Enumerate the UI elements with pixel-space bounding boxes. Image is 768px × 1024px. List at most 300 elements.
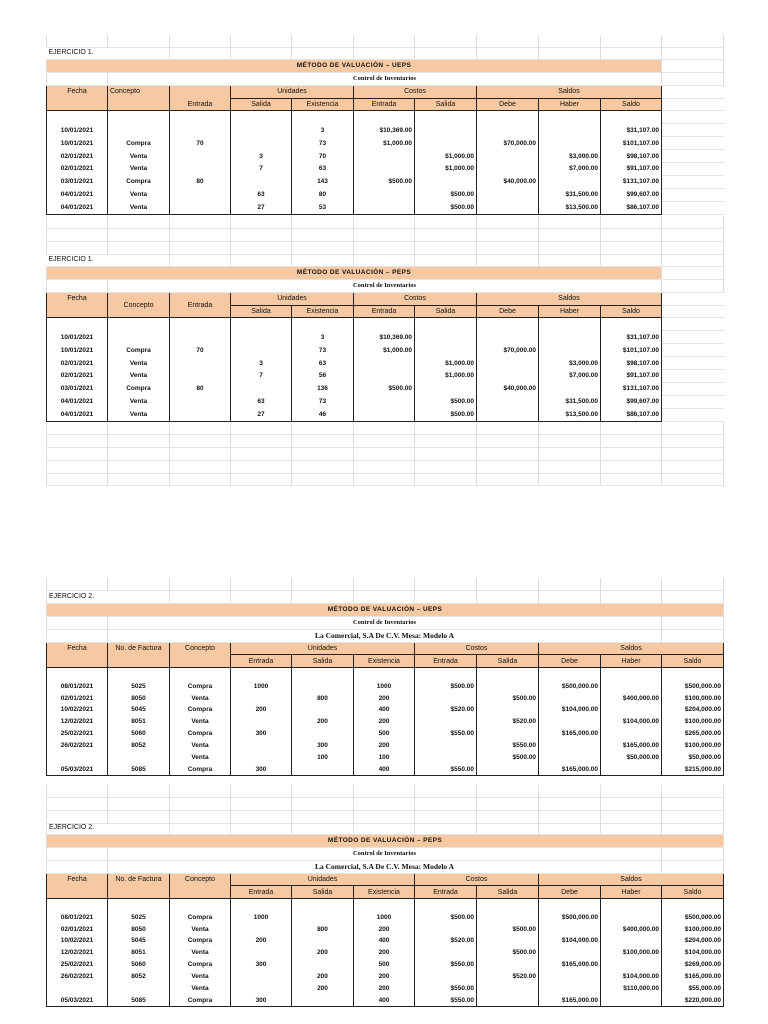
- cell-concepto[interactable]: Compra: [108, 137, 170, 150]
- cell-debe[interactable]: [539, 947, 601, 959]
- cell[interactable]: [662, 318, 724, 331]
- cell[interactable]: [354, 473, 415, 486]
- cell[interactable]: [108, 228, 170, 241]
- cell[interactable]: [415, 47, 477, 59]
- cell[interactable]: [662, 473, 724, 486]
- cell-fecha[interactable]: 02/01/2021: [47, 923, 108, 935]
- cell-salida[interactable]: 3: [231, 150, 292, 163]
- cell-concepto[interactable]: Compra: [108, 382, 170, 395]
- cell[interactable]: [415, 254, 477, 266]
- cell-factura[interactable]: 5060: [108, 728, 170, 740]
- cell[interactable]: [415, 460, 477, 473]
- cell-concepto[interactable]: Compra: [108, 344, 170, 357]
- cell-haber[interactable]: $110,000.00: [601, 983, 662, 995]
- cell-haber[interactable]: $7,000.00: [539, 370, 601, 383]
- cell[interactable]: [662, 150, 724, 163]
- cell-haber[interactable]: [601, 704, 662, 716]
- cell[interactable]: [662, 163, 724, 176]
- cell[interactable]: [539, 578, 601, 590]
- cell-saldo[interactable]: $91,107.00: [601, 163, 662, 176]
- cell-salida[interactable]: 27: [231, 408, 292, 421]
- cell-saldo[interactable]: $101,107.00: [601, 344, 662, 357]
- cell-entrada[interactable]: [170, 331, 231, 344]
- cell[interactable]: [170, 228, 231, 241]
- cell[interactable]: [601, 318, 662, 331]
- cell-entrada[interactable]: [170, 188, 231, 201]
- cell[interactable]: [539, 785, 601, 797]
- cell-fecha[interactable]: 12/02/2021: [47, 947, 108, 959]
- cell[interactable]: [170, 216, 231, 228]
- cell-saldo[interactable]: $86,107.00: [601, 408, 662, 421]
- cell[interactable]: [108, 434, 170, 447]
- cell[interactable]: [231, 591, 292, 603]
- cell-factura[interactable]: 8050: [108, 923, 170, 935]
- cell[interactable]: [354, 241, 415, 254]
- cell-existencia[interactable]: 400: [354, 935, 415, 947]
- cell-salida[interactable]: [292, 959, 354, 971]
- cell[interactable]: [170, 47, 231, 59]
- cell[interactable]: [539, 591, 601, 603]
- cell-concepto[interactable]: Venta: [170, 740, 231, 752]
- cell[interactable]: [662, 668, 724, 680]
- cell-existencia[interactable]: 73: [292, 344, 354, 357]
- cell-salida[interactable]: [292, 728, 354, 740]
- cell-c_entrada[interactable]: [354, 395, 415, 408]
- cell[interactable]: [354, 47, 415, 59]
- cell[interactable]: [292, 111, 354, 124]
- cell[interactable]: [292, 434, 354, 447]
- cell[interactable]: [601, 668, 662, 680]
- cell-c_salida[interactable]: [477, 983, 539, 995]
- cell-haber[interactable]: [601, 911, 662, 923]
- cell[interactable]: [601, 422, 662, 434]
- cell-factura[interactable]: [108, 983, 170, 995]
- cell-saldo[interactable]: $131,107.00: [601, 175, 662, 188]
- cell[interactable]: [662, 137, 724, 150]
- cell-debe[interactable]: [539, 983, 601, 995]
- cell-debe[interactable]: [477, 188, 539, 201]
- cell[interactable]: [662, 460, 724, 473]
- cell-concepto[interactable]: Venta: [170, 716, 231, 728]
- cell[interactable]: [539, 473, 601, 486]
- cell-c_entrada[interactable]: [354, 201, 415, 214]
- cell[interactable]: [47, 228, 108, 241]
- cell[interactable]: [662, 98, 724, 111]
- cell[interactable]: [170, 797, 231, 810]
- cell-fecha[interactable]: 04/01/2021: [47, 188, 108, 201]
- cell[interactable]: [354, 460, 415, 473]
- cell-c_entrada[interactable]: $550.00: [415, 994, 477, 1006]
- cell-salida[interactable]: 7: [231, 370, 292, 383]
- cell-c_salida[interactable]: [477, 911, 539, 923]
- cell[interactable]: [662, 201, 724, 214]
- cell[interactable]: [539, 254, 601, 266]
- cell-concepto[interactable]: Venta: [108, 408, 170, 421]
- cell-concepto[interactable]: Compra: [170, 763, 231, 775]
- cell[interactable]: [292, 460, 354, 473]
- cell-saldo[interactable]: $99,607.00: [601, 395, 662, 408]
- cell[interactable]: [292, 785, 354, 797]
- cell-haber[interactable]: [601, 728, 662, 740]
- cell[interactable]: [662, 616, 724, 629]
- cell[interactable]: [170, 422, 231, 434]
- cell-concepto[interactable]: Venta: [170, 692, 231, 704]
- cell-c_salida[interactable]: [477, 959, 539, 971]
- cell-c_entrada[interactable]: $1,000.00: [354, 137, 415, 150]
- cell-c_entrada[interactable]: [415, 740, 477, 752]
- cell-existencia[interactable]: 63: [292, 163, 354, 176]
- cell-haber[interactable]: [601, 763, 662, 775]
- cell-entrada[interactable]: 200: [231, 935, 292, 947]
- cell[interactable]: [601, 228, 662, 241]
- cell[interactable]: [292, 578, 354, 590]
- cell-salida[interactable]: 200: [292, 971, 354, 983]
- cell-factura[interactable]: 5085: [108, 763, 170, 775]
- cell-haber[interactable]: [539, 175, 601, 188]
- cell[interactable]: [601, 785, 662, 797]
- cell-existencia[interactable]: 200: [354, 923, 415, 935]
- cell-c_salida[interactable]: [415, 137, 477, 150]
- cell-concepto[interactable]: Venta: [170, 923, 231, 935]
- cell-saldo[interactable]: $100,000.00: [662, 716, 724, 728]
- cell-salida[interactable]: [292, 763, 354, 775]
- cell[interactable]: [415, 111, 477, 124]
- cell-salida[interactable]: [231, 175, 292, 188]
- cell-saldo[interactable]: $500,000.00: [662, 680, 724, 692]
- cell[interactable]: [601, 899, 662, 911]
- cell-saldo[interactable]: $31,107.00: [601, 331, 662, 344]
- cell-concepto[interactable]: Venta: [108, 357, 170, 370]
- cell[interactable]: [47, 473, 108, 486]
- cell-saldo[interactable]: $215,000.00: [662, 763, 724, 775]
- cell-salida[interactable]: 63: [231, 395, 292, 408]
- cell-fecha[interactable]: 10/01/2021: [47, 137, 108, 150]
- cell[interactable]: [662, 111, 724, 124]
- cell-salida[interactable]: 800: [292, 923, 354, 935]
- cell[interactable]: [354, 578, 415, 590]
- cell-c_salida[interactable]: [477, 728, 539, 740]
- cell-saldo[interactable]: $86,107.00: [601, 201, 662, 214]
- cell[interactable]: [662, 408, 724, 421]
- cell-existencia[interactable]: 500: [354, 959, 415, 971]
- cell-concepto[interactable]: Compra: [170, 728, 231, 740]
- cell-debe[interactable]: $165,000.00: [539, 763, 601, 775]
- cell-entrada[interactable]: 200: [231, 704, 292, 716]
- cell[interactable]: [477, 591, 539, 603]
- cell-debe[interactable]: [477, 124, 539, 137]
- cell[interactable]: [662, 331, 724, 344]
- cell[interactable]: [170, 447, 231, 460]
- cell-fecha[interactable]: 25/02/2021: [47, 728, 108, 740]
- cell-debe[interactable]: [539, 740, 601, 752]
- cell[interactable]: [477, 422, 539, 434]
- cell-debe[interactable]: [539, 716, 601, 728]
- cell[interactable]: [662, 344, 724, 357]
- cell[interactable]: [231, 578, 292, 590]
- cell-haber[interactable]: $104,000.00: [601, 971, 662, 983]
- cell[interactable]: [662, 357, 724, 370]
- cell-entrada[interactable]: 80: [170, 382, 231, 395]
- cell[interactable]: [415, 473, 477, 486]
- cell-c_entrada[interactable]: [415, 716, 477, 728]
- cell-fecha[interactable]: 26/02/2021: [47, 740, 108, 752]
- cell-existencia[interactable]: 53: [292, 201, 354, 214]
- cell-existencia[interactable]: 200: [354, 947, 415, 959]
- cell[interactable]: [292, 228, 354, 241]
- cell-entrada[interactable]: 1000: [231, 911, 292, 923]
- cell-saldo[interactable]: $131,107.00: [601, 382, 662, 395]
- cell-salida[interactable]: [292, 935, 354, 947]
- cell-concepto[interactable]: Venta: [108, 395, 170, 408]
- cell[interactable]: [108, 578, 170, 590]
- cell[interactable]: [47, 460, 108, 473]
- cell-existencia[interactable]: 63: [292, 357, 354, 370]
- cell[interactable]: [662, 785, 724, 797]
- cell[interactable]: [477, 797, 539, 810]
- cell-salida[interactable]: [231, 137, 292, 150]
- cell-salida[interactable]: [292, 911, 354, 923]
- cell[interactable]: [170, 111, 231, 124]
- cell[interactable]: [662, 422, 724, 434]
- cell-factura[interactable]: 8051: [108, 716, 170, 728]
- cell-c_entrada[interactable]: $550.00: [415, 983, 477, 995]
- cell[interactable]: [292, 447, 354, 460]
- cell-debe[interactable]: [477, 201, 539, 214]
- cell-debe[interactable]: [477, 370, 539, 383]
- cell[interactable]: [47, 72, 108, 85]
- cell-fecha[interactable]: 08/01/2021: [47, 911, 108, 923]
- cell[interactable]: [231, 797, 292, 810]
- cell[interactable]: [601, 797, 662, 810]
- cell-c_entrada[interactable]: $500.00: [354, 382, 415, 395]
- cell[interactable]: [292, 591, 354, 603]
- cell[interactable]: [415, 797, 477, 810]
- cell-saldo[interactable]: $265,000.00: [662, 728, 724, 740]
- cell-existencia[interactable]: 1000: [354, 680, 415, 692]
- cell-existencia[interactable]: 400: [354, 704, 415, 716]
- cell-debe[interactable]: $40,000.00: [477, 175, 539, 188]
- cell[interactable]: [354, 785, 415, 797]
- cell-fecha[interactable]: 02/01/2021: [47, 150, 108, 163]
- cell-concepto[interactable]: Venta: [170, 947, 231, 959]
- cell-entrada[interactable]: [231, 971, 292, 983]
- cell[interactable]: [662, 305, 724, 318]
- cell[interactable]: [539, 460, 601, 473]
- cell-debe[interactable]: [539, 692, 601, 704]
- cell[interactable]: [662, 59, 724, 72]
- cell[interactable]: [47, 447, 108, 460]
- cell[interactable]: [47, 318, 108, 331]
- cell[interactable]: [231, 254, 292, 266]
- cell[interactable]: [170, 241, 231, 254]
- cell[interactable]: [170, 578, 231, 590]
- cell[interactable]: [231, 434, 292, 447]
- cell-haber[interactable]: $3,000.00: [539, 357, 601, 370]
- cell[interactable]: [108, 899, 170, 911]
- cell[interactable]: [539, 447, 601, 460]
- cell[interactable]: [415, 228, 477, 241]
- cell[interactable]: [662, 216, 724, 228]
- cell-debe[interactable]: [477, 150, 539, 163]
- cell-entrada[interactable]: [170, 370, 231, 383]
- cell[interactable]: [354, 434, 415, 447]
- cell-c_salida[interactable]: [415, 382, 477, 395]
- cell-salida[interactable]: 7: [231, 163, 292, 176]
- cell-haber[interactable]: [601, 935, 662, 947]
- cell-existencia[interactable]: 200: [354, 971, 415, 983]
- cell[interactable]: [231, 822, 292, 834]
- cell-haber[interactable]: $400,000.00: [601, 923, 662, 935]
- cell-debe[interactable]: $104,000.00: [539, 935, 601, 947]
- cell[interactable]: [170, 899, 231, 911]
- cell-c_salida[interactable]: $500.00: [415, 188, 477, 201]
- cell-haber[interactable]: [539, 382, 601, 395]
- cell[interactable]: [415, 422, 477, 434]
- cell-entrada[interactable]: [231, 983, 292, 995]
- cell[interactable]: [292, 318, 354, 331]
- cell-concepto[interactable]: Venta: [170, 983, 231, 995]
- cell-fecha[interactable]: 03/01/2021: [47, 175, 108, 188]
- cell-existencia[interactable]: 46: [292, 408, 354, 421]
- cell-c_salida[interactable]: [415, 175, 477, 188]
- cell[interactable]: [354, 422, 415, 434]
- cell[interactable]: [415, 447, 477, 460]
- cell-haber[interactable]: $13,500.00: [539, 201, 601, 214]
- cell-c_entrada[interactable]: $550.00: [415, 959, 477, 971]
- cell-haber[interactable]: $31,500.00: [539, 188, 601, 201]
- cell[interactable]: [539, 241, 601, 254]
- cell-factura[interactable]: 8050: [108, 692, 170, 704]
- cell-c_entrada[interactable]: $520.00: [415, 704, 477, 716]
- cell-concepto[interactable]: Venta: [170, 752, 231, 764]
- cell-haber[interactable]: $100,000.00: [601, 947, 662, 959]
- cell-c_entrada[interactable]: $520.00: [415, 935, 477, 947]
- cell-existencia[interactable]: 80: [292, 188, 354, 201]
- cell[interactable]: [231, 447, 292, 460]
- cell-factura[interactable]: 5085: [108, 994, 170, 1006]
- cell[interactable]: [662, 395, 724, 408]
- cell[interactable]: [170, 591, 231, 603]
- cell[interactable]: [477, 318, 539, 331]
- cell-salida[interactable]: 200: [292, 716, 354, 728]
- cell-existencia[interactable]: 143: [292, 175, 354, 188]
- cell[interactable]: [477, 228, 539, 241]
- cell-fecha[interactable]: 02/01/2021: [47, 163, 108, 176]
- cell-haber[interactable]: $165,000.00: [601, 740, 662, 752]
- cell[interactable]: [47, 241, 108, 254]
- cell[interactable]: [601, 460, 662, 473]
- cell-debe[interactable]: $165,000.00: [539, 728, 601, 740]
- cell[interactable]: [47, 847, 108, 860]
- cell[interactable]: [170, 822, 231, 834]
- cell[interactable]: [292, 797, 354, 810]
- cell[interactable]: [170, 460, 231, 473]
- cell-c_salida[interactable]: $500.00: [415, 395, 477, 408]
- cell-haber[interactable]: [601, 680, 662, 692]
- cell-saldo[interactable]: $204,000.00: [662, 704, 724, 716]
- cell[interactable]: [539, 899, 601, 911]
- cell-fecha[interactable]: 25/02/2021: [47, 959, 108, 971]
- cell[interactable]: [415, 899, 477, 911]
- cell[interactable]: [47, 434, 108, 447]
- cell-saldo[interactable]: $204,000.00: [662, 935, 724, 947]
- cell-saldo[interactable]: $98,107.00: [601, 357, 662, 370]
- cell-debe[interactable]: [477, 357, 539, 370]
- cell[interactable]: [231, 422, 292, 434]
- cell-existencia[interactable]: 200: [354, 692, 415, 704]
- cell[interactable]: [477, 668, 539, 680]
- cell[interactable]: [170, 785, 231, 797]
- cell[interactable]: [662, 860, 724, 873]
- cell[interactable]: [662, 797, 724, 810]
- cell[interactable]: [662, 188, 724, 201]
- cell-saldo[interactable]: $220,000.00: [662, 994, 724, 1006]
- cell-c_salida[interactable]: $550.00: [477, 740, 539, 752]
- cell[interactable]: [539, 228, 601, 241]
- cell[interactable]: [292, 899, 354, 911]
- cell[interactable]: [292, 668, 354, 680]
- cell[interactable]: [662, 899, 724, 911]
- cell[interactable]: [231, 47, 292, 59]
- cell-factura[interactable]: 5045: [108, 935, 170, 947]
- cell-entrada[interactable]: 70: [170, 344, 231, 357]
- cell[interactable]: [170, 318, 231, 331]
- cell[interactable]: [601, 434, 662, 447]
- cell-existencia[interactable]: 56: [292, 370, 354, 383]
- cell-entrada[interactable]: [231, 947, 292, 959]
- cell-saldo[interactable]: $269,000.00: [662, 959, 724, 971]
- cell[interactable]: [231, 460, 292, 473]
- cell-c_salida[interactable]: [477, 994, 539, 1006]
- cell-entrada[interactable]: [170, 408, 231, 421]
- cell-saldo[interactable]: $100,000.00: [662, 923, 724, 935]
- cell-debe[interactable]: $165,000.00: [539, 959, 601, 971]
- cell[interactable]: [231, 35, 292, 47]
- cell-concepto[interactable]: Venta: [108, 188, 170, 201]
- cell[interactable]: [231, 241, 292, 254]
- cell[interactable]: [108, 216, 170, 228]
- cell[interactable]: [539, 216, 601, 228]
- cell-factura[interactable]: 5025: [108, 911, 170, 923]
- cell-factura[interactable]: 5025: [108, 680, 170, 692]
- cell[interactable]: [292, 216, 354, 228]
- cell-existencia[interactable]: 136: [292, 382, 354, 395]
- cell-debe[interactable]: $70,000.00: [477, 137, 539, 150]
- cell[interactable]: [662, 847, 724, 860]
- cell-fecha[interactable]: 02/01/2021: [47, 692, 108, 704]
- cell-concepto[interactable]: Compra: [108, 175, 170, 188]
- cell-salida[interactable]: [231, 382, 292, 395]
- cell[interactable]: [47, 797, 108, 810]
- cell-fecha[interactable]: 05/03/2021: [47, 763, 108, 775]
- cell-haber[interactable]: [601, 959, 662, 971]
- cell[interactable]: [415, 785, 477, 797]
- cell-saldo[interactable]: $50,000.00: [662, 752, 724, 764]
- cell-entrada[interactable]: [170, 201, 231, 214]
- cell[interactable]: [539, 111, 601, 124]
- cell-debe[interactable]: $165,000.00: [539, 994, 601, 1006]
- cell[interactable]: [662, 72, 724, 85]
- cell-saldo[interactable]: $165,000.00: [662, 971, 724, 983]
- cell[interactable]: [47, 899, 108, 911]
- cell[interactable]: [354, 899, 415, 911]
- cell-entrada[interactable]: 300: [231, 763, 292, 775]
- cell-haber[interactable]: $104,000.00: [601, 716, 662, 728]
- cell-fecha[interactable]: 12/02/2021: [47, 716, 108, 728]
- cell-saldo[interactable]: $104,000.00: [662, 947, 724, 959]
- cell-concepto[interactable]: Compra: [170, 911, 231, 923]
- cell[interactable]: [415, 318, 477, 331]
